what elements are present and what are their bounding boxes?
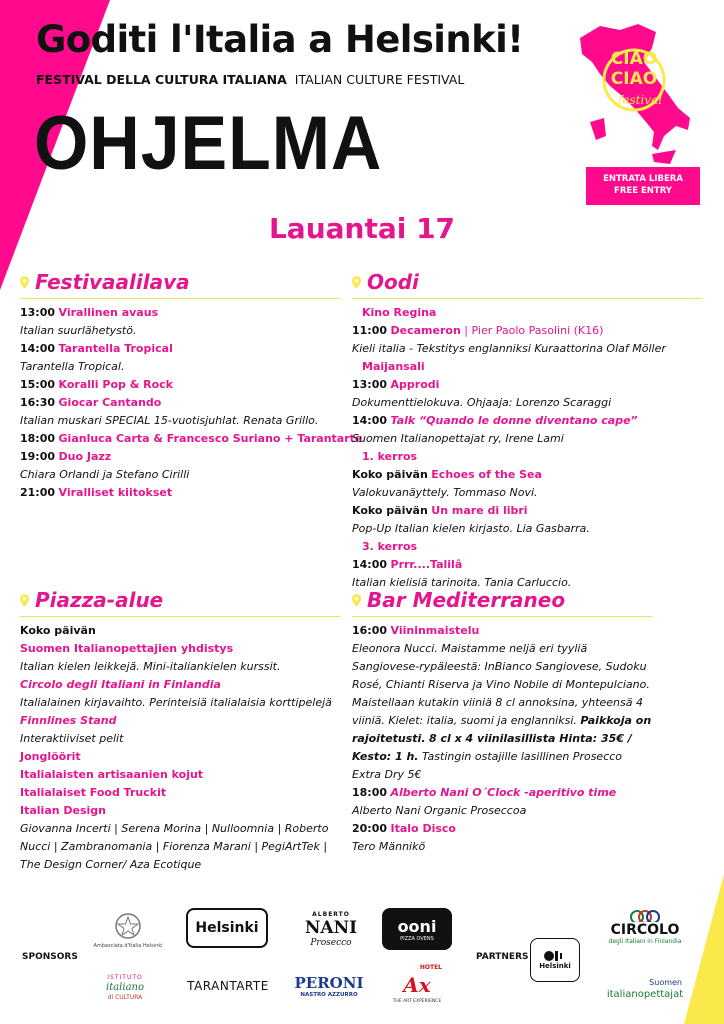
event-title: Decameron	[390, 324, 461, 337]
event-time: 18:00	[20, 432, 56, 445]
subtitle	[36, 72, 464, 87]
tasting-price: 8 cl x 4 viinilasillista Hinta: 35€ / Kesto: 1 h.	[352, 732, 632, 763]
event-title: Approdi	[390, 378, 440, 391]
badge-line-1: ENTRATA LIBERA	[603, 174, 683, 184]
schedule-row	[20, 766, 340, 784]
location-pin-icon	[352, 276, 361, 289]
section-oodi	[352, 270, 702, 592]
logo-line-1: CIAO	[610, 49, 658, 69]
tarantarte-text: TARANTARTE	[187, 979, 269, 993]
event-description: Dokumenttielokuva. Ohjaaja: Lorenzo Scaraggi	[352, 396, 612, 409]
istituto-italiano-logo	[90, 964, 160, 1012]
schedule-row	[352, 622, 652, 640]
helsinki-logo	[186, 908, 268, 948]
schedule-row	[20, 748, 340, 766]
event-time: 15:00	[20, 378, 56, 391]
istituto-line-3: di CULTURA	[107, 994, 143, 1001]
nani-top-text: ALBERTO	[312, 910, 350, 918]
schedule-row	[352, 556, 702, 574]
event-title: Talk “Quando le donne diventano cape”	[390, 414, 638, 427]
ambasciata-logo	[92, 904, 164, 956]
section-header	[352, 270, 702, 299]
event-description: Suomen Italianopettajat ry, Irene Lami	[352, 432, 564, 445]
event-description: Valokuvanäyttely. Tommaso Novi.	[352, 486, 538, 499]
venue-label: 3. kerros	[362, 540, 418, 553]
venue-label: 1. kerros	[362, 450, 418, 463]
schedule-row	[20, 376, 340, 394]
venue-label: Kino Regina	[362, 306, 437, 319]
schedule-row	[20, 640, 340, 658]
event-description: Kieli italia - Tekstitys englanniksi Kuraattorina Olaf Möller	[352, 342, 666, 355]
event-time: 21:00	[20, 486, 56, 499]
tasting-description: Eleonora Nucci. Maistamme neljä eri tyyliä Sangiovese-rypäleestä: InBianco Sangiovese, Sudoku Rosé, Chianti Riserva ja Vino Nobile di Montepulciano. Maistellaan kutakin viiniä 8 cl annoksina, yhteensä 4 viiniä. Kielet: italia, suomi ja englanniksi.	[352, 642, 650, 727]
event-description: Italian suurlähetystö.	[20, 324, 137, 337]
event-director: Pier Paolo Pasolini (K16)	[471, 324, 604, 337]
peroni-sub-text: NASTRO AZZURRO	[300, 992, 358, 998]
free-entry-badge	[586, 167, 700, 205]
section-title: Festivaalilava	[35, 270, 190, 294]
schedule-row	[20, 784, 340, 802]
event-description: Italialainen kirjavaihto. Perinteisiä italialaisia korttipelejä	[20, 696, 332, 709]
logo-line-3: festival	[617, 93, 663, 107]
event-description: Interaktiiviset pelit	[20, 732, 124, 745]
circolo-emblem-icon	[625, 908, 665, 922]
nani-text: NANI	[304, 917, 358, 938]
helsinki-partner-text: Helsinki	[539, 962, 571, 970]
peroni-text: PERONI	[294, 974, 364, 992]
all-day-label	[20, 622, 340, 640]
event-time: 14:00	[20, 342, 56, 355]
section-header	[352, 588, 652, 617]
schedule-row	[352, 466, 702, 484]
schedule-row	[20, 712, 340, 730]
emblem-icon	[113, 911, 143, 941]
day-heading: Lauantai 17	[268, 212, 456, 245]
event-description: Italian kielen leikkejä. Mini-italiankielen kurssit.	[20, 660, 281, 673]
event-title: Viralliset kiitokset	[58, 486, 173, 499]
event-title: Italialaiset Food Truckit	[20, 786, 167, 799]
event-title: Jonglöörit	[20, 750, 81, 763]
schedule-row	[20, 340, 340, 358]
schedule-row	[352, 784, 652, 802]
section-header	[20, 588, 340, 617]
event-time: 14:00	[352, 414, 388, 427]
event-title: Gianluca Carta & Francesco Suriano + Tarantarte	[58, 432, 363, 445]
page-title: Goditi l'Italia a Helsinki!	[36, 18, 524, 61]
helsinki-partner-icon	[543, 950, 567, 962]
circolo-logo	[602, 904, 688, 948]
section-festivaalilava	[20, 270, 363, 502]
suomen-line-2: italianopettajat	[606, 989, 684, 1000]
event-title: Koralli Pop & Rock	[58, 378, 174, 391]
peroni-logo	[294, 968, 364, 1004]
event-time: Koko päivän	[352, 468, 428, 481]
section-title: Bar Mediterraneo	[367, 588, 566, 612]
hotel-ax-logo	[386, 962, 448, 1008]
event-description: Pop-Up Italian kielen kirjasto. Lia Gasbarra.	[352, 522, 590, 535]
schedule-row	[20, 430, 363, 448]
event-description: Chiara Orlandi ja Stefano Cirilli	[20, 468, 190, 481]
event-title: Italian Design	[20, 804, 107, 817]
event-time: Koko päivän	[352, 504, 428, 517]
tarantarte-logo	[182, 974, 274, 998]
schedule-row	[352, 502, 702, 520]
event-description: Alberto Nani Organic Proseccoa	[352, 804, 527, 817]
event-time: 16:30	[20, 396, 56, 409]
schedule-row	[20, 676, 340, 694]
event-title: Viininmaistelu	[390, 624, 480, 637]
suomen-italianopettajat-logo	[600, 974, 690, 1004]
schedule-row	[20, 448, 340, 466]
schedule-row	[20, 304, 340, 322]
ax-sub-text: THE ART EXPERIENCE	[392, 999, 442, 1004]
event-title: Giocar Cantando	[58, 396, 162, 409]
event-description	[352, 640, 652, 784]
circolo-sub-text: degli Italiani in Finlandia	[608, 937, 682, 945]
event-title: Alberto Nani O´Clock -aperitivo time	[390, 786, 617, 799]
event-title: Tarantella Tropical	[58, 342, 173, 355]
ooni-text: ooni	[397, 916, 437, 936]
ambasciata-text: Ambasciata d'Italia Helsinki	[93, 943, 163, 949]
schedule-row	[352, 376, 702, 394]
ooni-logo	[382, 908, 452, 950]
partners-label: PARTNERS	[476, 952, 529, 962]
event-time: 14:00	[352, 558, 388, 571]
ax-text: Ax	[403, 973, 431, 997]
circolo-text: CIRCOLO	[610, 921, 680, 938]
nani-sub-text: Prosecco	[310, 937, 352, 948]
event-time: 13:00	[352, 378, 388, 391]
event-description: Tarantella Tropical.	[20, 360, 125, 373]
event-description: Italian kielisiä tarinoita. Tania Carluccio.	[352, 576, 572, 589]
location-pin-icon	[352, 594, 361, 607]
istituto-line-1: ISTITUTO	[107, 974, 143, 981]
event-title: Echoes of the Sea	[431, 468, 542, 481]
event-title: Duo Jazz	[58, 450, 112, 463]
venue-label: Maijansali	[362, 360, 425, 373]
event-time: 16:00	[352, 624, 388, 637]
schedule-row	[352, 820, 652, 838]
event-time: 20:00	[352, 822, 388, 835]
section-bar-mediterraneo	[352, 588, 652, 856]
event-title: Un mare di libri	[431, 504, 528, 517]
schedule-row	[20, 394, 340, 412]
event-time: 19:00	[20, 450, 56, 463]
istituto-line-2: italiano	[106, 982, 144, 993]
separator: |	[464, 324, 469, 337]
event-title: Italialaisten artisaanien kojut	[20, 768, 204, 781]
event-time: 18:00	[352, 786, 388, 799]
subtitle-italian: FESTIVAL DELLA CULTURA ITALIANA	[36, 72, 287, 87]
section-title: Piazza-alue	[35, 588, 164, 612]
event-time: 11:00	[352, 324, 388, 337]
schedule-row	[20, 484, 340, 502]
section-title: Oodi	[367, 270, 419, 294]
event-title: Circolo degli Italiani in Finlandia	[20, 678, 221, 691]
hotel-text: HOTEL	[419, 964, 442, 971]
location-pin-icon	[20, 594, 29, 607]
event-description: Italian muskari SPECIAL 15-vuotisjuhlat. Renata Grillo.	[20, 414, 319, 427]
event-title: Virallinen avaus	[58, 306, 159, 319]
event-title: Italo Disco	[390, 822, 456, 835]
event-title: Finnlines Stand	[20, 714, 117, 727]
section-piazza	[20, 588, 340, 874]
event-description: Tero Männikö	[352, 840, 426, 853]
designer-list: Giovanna Incerti | Serena Morina | Nulloomnia | Roberto Nucci | Zambranomania | Fiorenza Marani | PegiArtTek | The Design Corner/ Aza Ecotique	[20, 822, 329, 871]
badge-line-2: FREE ENTRY	[614, 186, 672, 196]
event-title: Prrr....Talilâ	[390, 558, 463, 571]
logo-line-2: CIAO	[610, 69, 658, 89]
section-header	[20, 270, 340, 299]
helsinki-partner-logo	[530, 938, 580, 982]
program-heading: OHJELMA	[34, 101, 383, 186]
ciao-ciao-festival-logo	[560, 18, 700, 168]
suomen-line-1: Suomen	[649, 978, 682, 987]
location-pin-icon	[20, 276, 29, 289]
event-title: Suomen Italianopettajien yhdistys	[20, 642, 234, 655]
schedule-row	[20, 802, 340, 820]
sponsor-footer	[0, 890, 724, 1024]
helsinki-text: Helsinki	[195, 920, 259, 936]
subtitle-english: ITALIAN CULTURE FESTIVAL	[294, 72, 465, 87]
ooni-sub-text: PIZZA OVENS	[400, 935, 434, 942]
limited-seats-note: Paikkoja on rajoitetusti.	[352, 714, 652, 745]
sponsors-label: SPONSORS	[22, 952, 78, 962]
event-time: 13:00	[20, 306, 56, 319]
schedule-row	[352, 322, 702, 340]
schedule-row	[352, 412, 702, 430]
event-time: Koko päivän	[20, 624, 96, 637]
alberto-nani-logo	[300, 900, 362, 958]
tasting-extra: Tastingin ostajille lasillinen Prosecco Extra Dry 5€	[352, 750, 623, 781]
